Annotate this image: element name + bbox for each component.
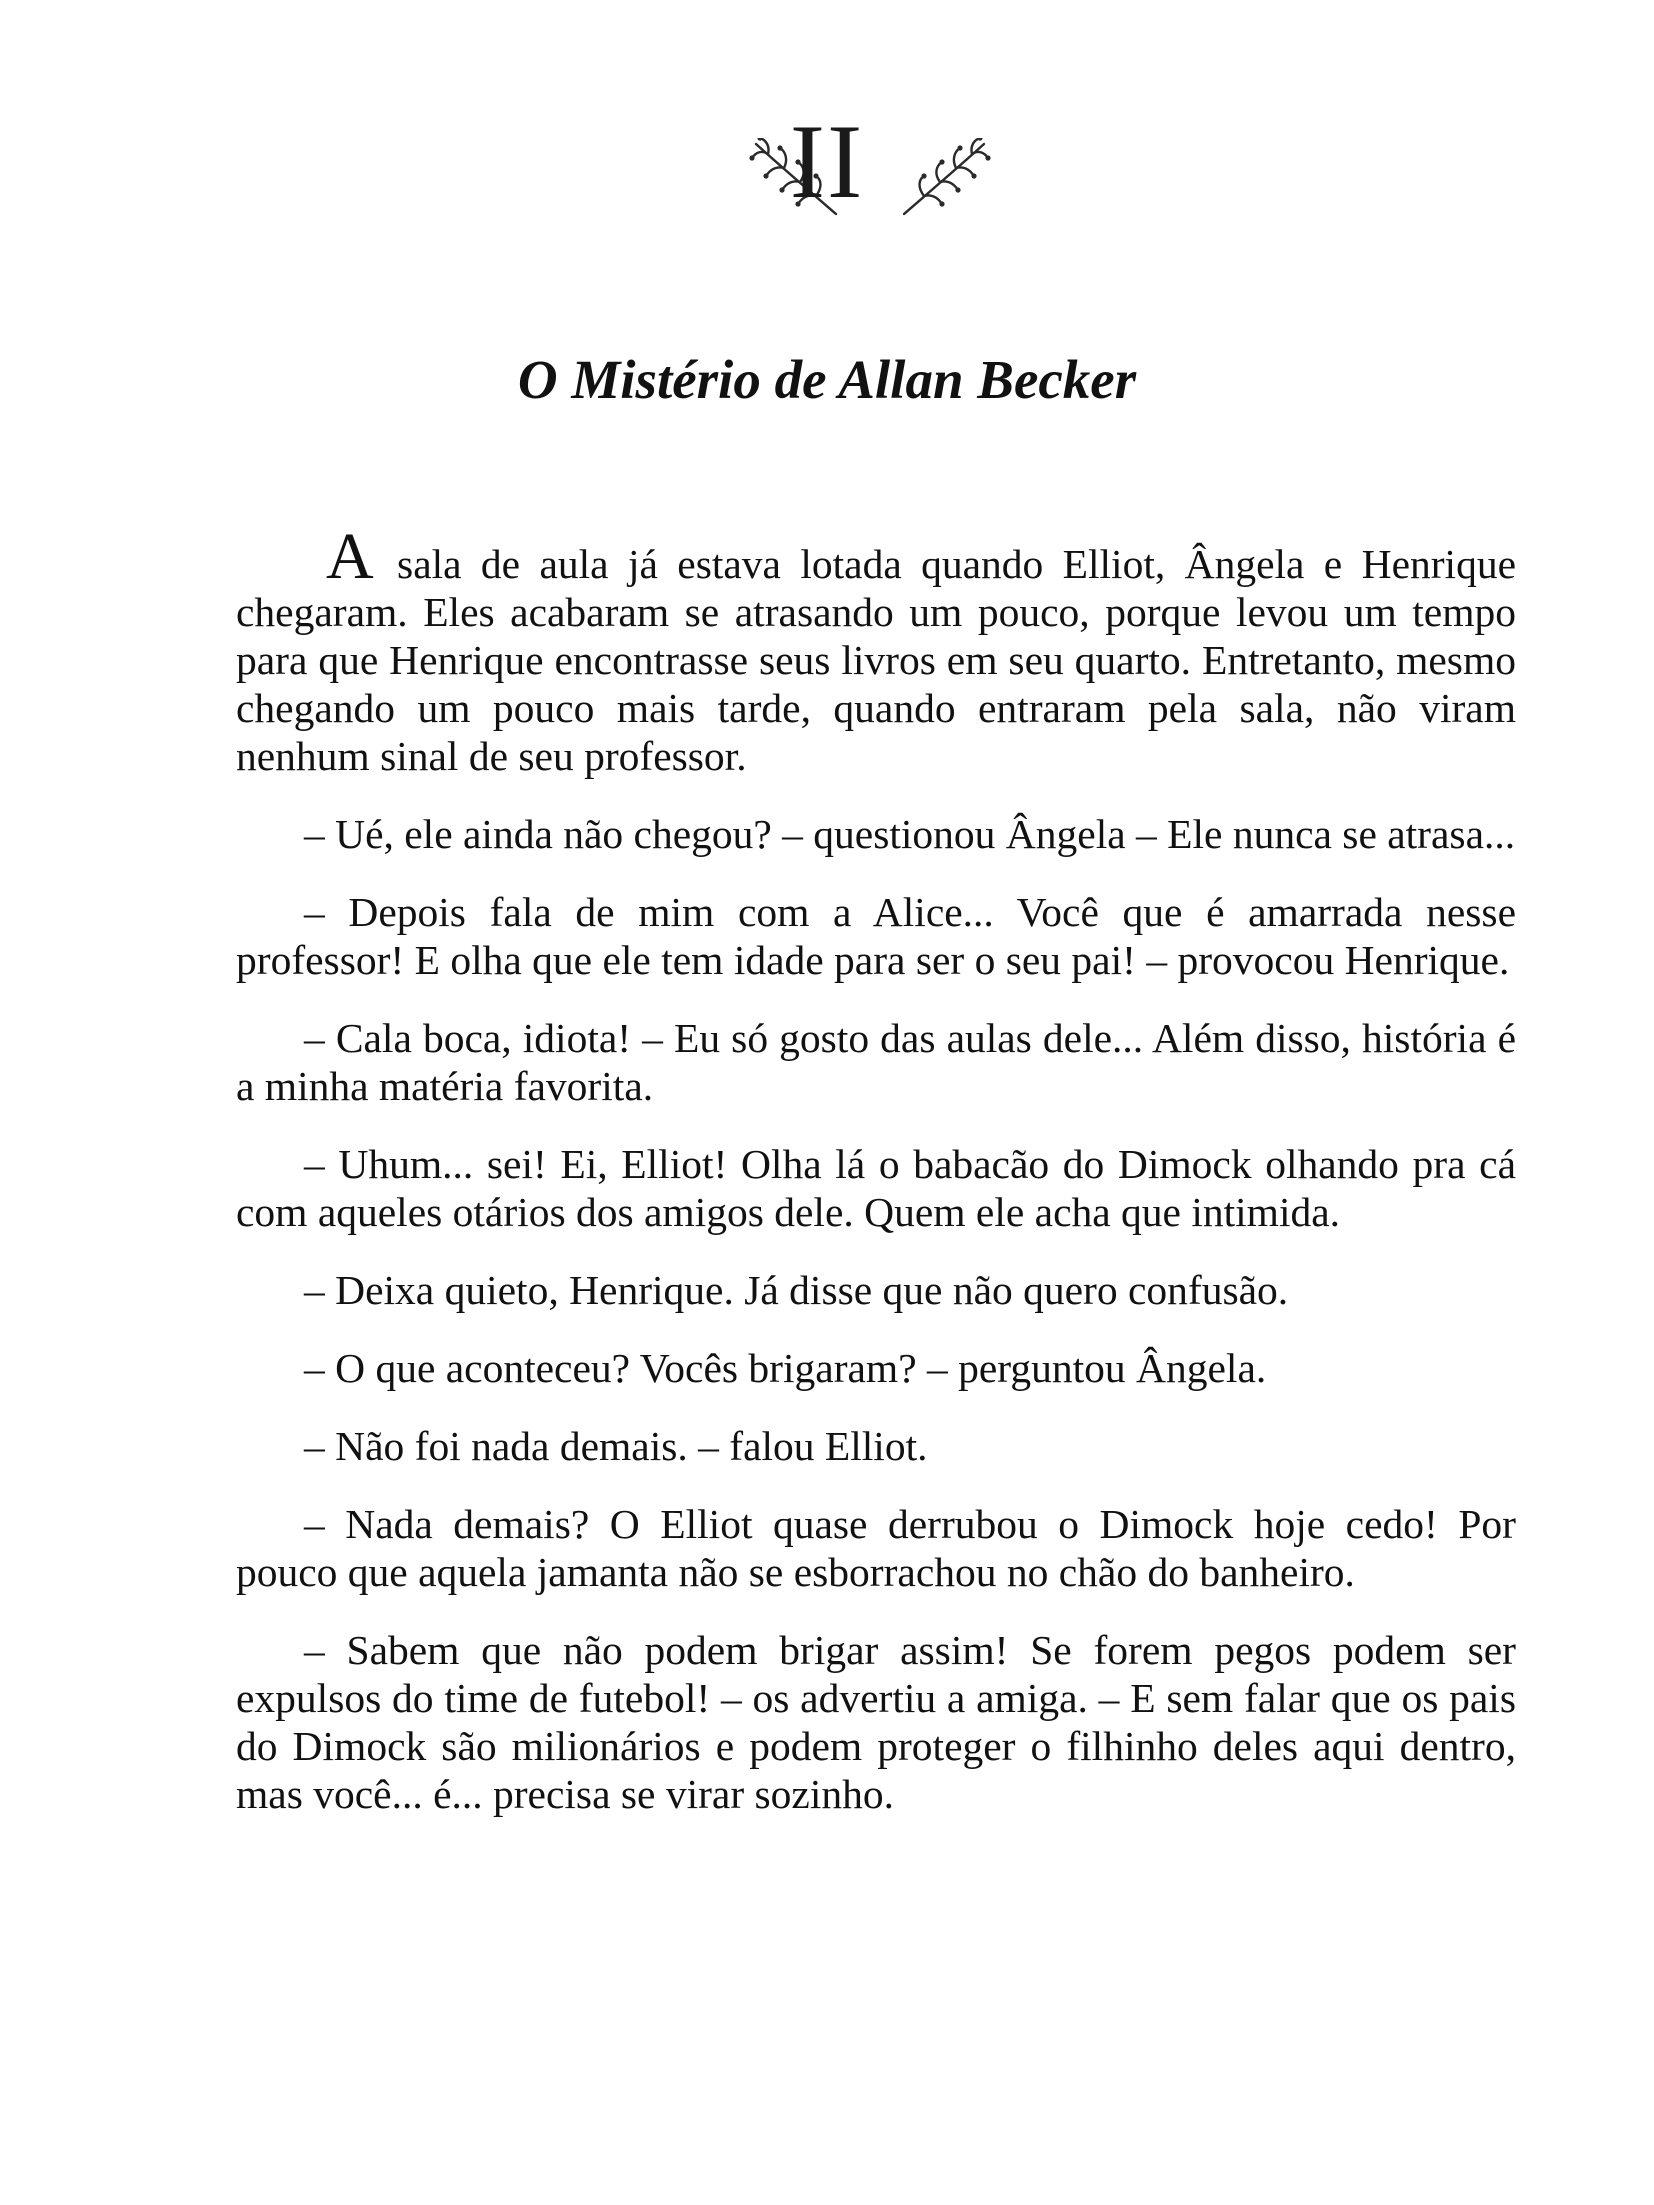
paragraph: – Não foi nada demais. – falou Elliot. <box>304 1423 928 1469</box>
chapter-title: O Mistério de Allan Becker <box>517 349 1137 410</box>
paragraph: – Nada demais? O Elliot quase derrubou o Dimock hoje cedo! Por pouco que aquela jamanta não se esborrachou no chão do banheiro. <box>236 1501 1516 1595</box>
chapter-number: II <box>789 103 865 220</box>
paragraph: – O que aconteceu? Vocês brigaram? – perguntou Ângela. <box>304 1345 1267 1391</box>
laurel-branch-icon <box>896 138 992 218</box>
opening-paragraph-text: sala de aula já estava lotada quando Elliot, Ângela e Henrique chegaram. Eles acabaram se atrasando um pouco, porque levou um tempo para que Henrique encontrasse seus livros em seu quarto. Entretanto, mesmo chegando um pouco mais tarde, quando entraram pela sala, não viram nenhum sinal de seu professor. <box>236 541 1517 779</box>
paragraph: – Ué, ele ainda não chegou? – questionou Ângela – Ele nunca se atrasa... <box>304 811 1516 857</box>
paragraph: – Deixa quieto, Henrique. Já disse que não quero confusão. <box>304 1267 1289 1313</box>
body-text <box>236 520 1517 1848</box>
paragraph: – Cala boca, idiota! – Eu só gosto das aulas dele... Além disso, história é a minha matéria favorita. <box>236 1015 1516 1109</box>
opening-paragraph <box>236 520 1517 780</box>
chapter-heading <box>0 103 1654 238</box>
drop-cap: A <box>326 520 374 593</box>
paragraph: – Depois fala de mim com a Alice... Você que é amarrada nesse professor! E olha que ele tem idade para ser o seu pai! – provocou Henrique. <box>236 889 1516 983</box>
paragraph: – Uhum... sei! Ei, Elliot! Olha lá o babacão do Dimock olhando pra cá com aqueles otários dos amigos dele. Quem ele acha que intimida. <box>236 1141 1516 1235</box>
paragraph: – Sabem que não podem brigar assim! Se forem pegos podem ser expulsos do time de futebol! – os advertiu a amiga. – E sem falar que os pais do Dimock são milionários e podem proteger o filhinho deles aqui dentro, mas você... é... precisa se virar sozinho. <box>236 1627 1516 1817</box>
